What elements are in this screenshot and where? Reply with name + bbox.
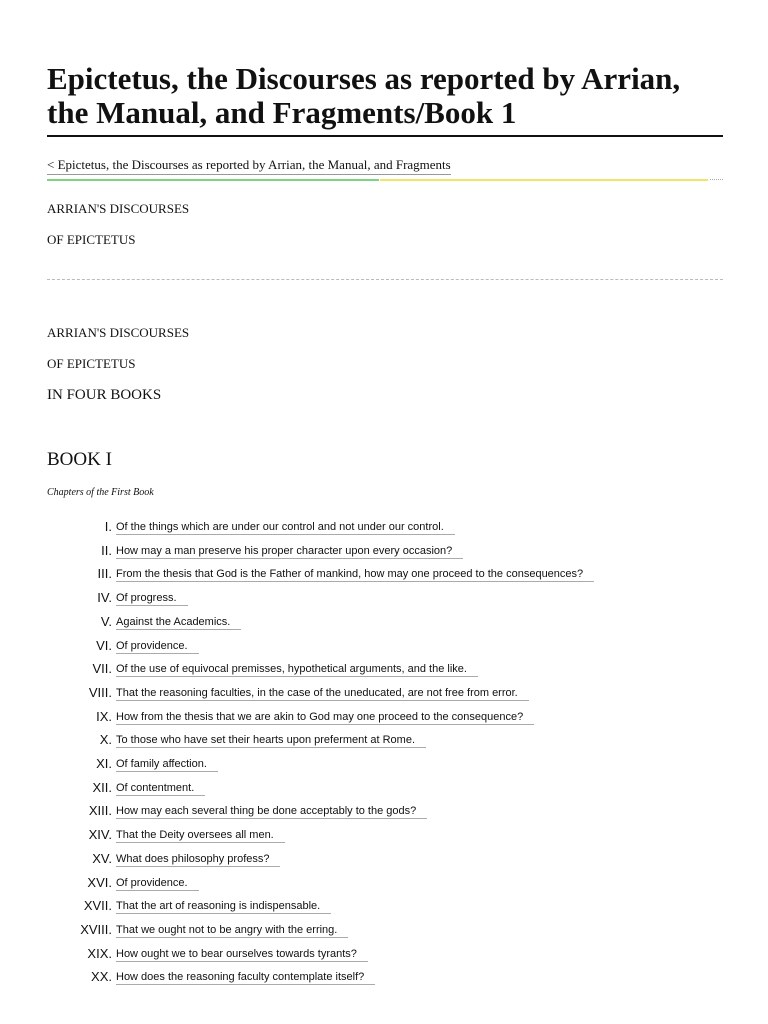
chapter-number: III.: [97, 566, 112, 581]
title-divider: [47, 135, 723, 137]
chapter-item: [0, 777, 768, 797]
chapter-number: V.: [100, 614, 112, 629]
intro-line-2: OF EPICTETUS: [47, 356, 136, 371]
chapter-link[interactable]: Of the use of equivocal premisses, hypothetical arguments, and the like.: [116, 663, 478, 677]
chapter-item: [0, 516, 768, 536]
page-title-line1: Epictetus, the Discourses as reported by Arrian,: [47, 61, 681, 96]
intro-line-3: IN FOUR BOOKS: [47, 387, 162, 403]
chapter-link[interactable]: Of providence.: [116, 640, 199, 654]
chapter-number: VIII.: [88, 685, 112, 700]
chapter-number: XIII.: [88, 803, 112, 818]
chapter-item: [0, 943, 768, 963]
chapter-link[interactable]: From the thesis that God is the Father of mankind, how may one proceed to the consequences?: [116, 568, 594, 582]
chapter-number: IX.: [96, 709, 112, 724]
chapter-link[interactable]: That the art of reasoning is indispensable.: [116, 900, 331, 914]
chapter-link[interactable]: That the reasoning faculties, in the case of the uneducated, are not free from error.: [116, 687, 529, 701]
quality-bar-yellow: [380, 179, 708, 181]
chapter-number: IV.: [97, 590, 112, 605]
chapter-item: [0, 706, 768, 726]
chapter-item: [0, 587, 768, 607]
chapter-link[interactable]: How may each several thing be done acceptably to the gods?: [116, 805, 427, 819]
chapter-link[interactable]: How from the thesis that we are akin to God may one proceed to the consequence?: [116, 711, 534, 725]
chapter-item: [0, 824, 768, 844]
chapter-number: XV.: [92, 851, 112, 866]
chapter-link[interactable]: Of progress.: [116, 592, 188, 606]
chapter-link[interactable]: That we ought not to be angry with the erring.: [116, 924, 348, 938]
chapter-link[interactable]: How ought we to bear ourselves towards tyrants?: [116, 948, 368, 962]
chapter-number: XX.: [91, 969, 112, 984]
chapter-link[interactable]: Of providence.: [116, 877, 199, 891]
chapter-item: [0, 635, 768, 655]
chapter-number: XVI.: [87, 875, 112, 890]
parent-page-link[interactable]: < Epictetus, the Discourses as reported by Arrian, the Manual, and Fragments: [47, 157, 451, 175]
chapter-link[interactable]: Against the Academics.: [116, 616, 241, 630]
chapter-item: [0, 682, 768, 702]
chapter-item: [0, 563, 768, 583]
chapter-item: [0, 848, 768, 868]
chapter-number: XVIII.: [80, 922, 112, 937]
chapter-item: [0, 658, 768, 678]
chapter-item: [0, 919, 768, 939]
chapter-number: VI.: [96, 638, 112, 653]
chapter-number: X.: [99, 732, 112, 747]
chapter-number: II.: [101, 543, 112, 558]
chapter-item: [0, 729, 768, 749]
chapter-number: XII.: [92, 780, 112, 795]
quality-bar-dotted: [710, 179, 723, 180]
chapter-item: [0, 800, 768, 820]
chapter-item: [0, 611, 768, 631]
header-line-2: OF EPICTETUS: [47, 232, 136, 247]
chapter-link[interactable]: What does philosophy profess?: [116, 853, 280, 867]
chapter-link[interactable]: To those who have set their hearts upon preferment at Rome.: [116, 734, 426, 748]
header-line-1: ARRIAN'S DISCOURSES: [47, 201, 190, 216]
quality-bar-green: [47, 179, 379, 181]
chapter-number: XVII.: [83, 898, 112, 913]
chapter-number: XI.: [96, 756, 112, 771]
intro-line-1: ARRIAN'S DISCOURSES: [47, 325, 190, 340]
chapter-number: XIX.: [87, 946, 112, 961]
page-title-line2: the Manual, and Fragments/Book 1: [47, 95, 517, 130]
chapters-caption: Chapters of the First Book: [47, 487, 154, 498]
chapter-link[interactable]: How does the reasoning faculty contemplate itself?: [116, 971, 375, 985]
chapter-link[interactable]: Of contentment.: [116, 782, 205, 796]
chapter-link[interactable]: How may a man preserve his proper character upon every occasion?: [116, 545, 463, 559]
page-title: [47, 62, 723, 130]
chapter-item: [0, 872, 768, 892]
chapter-item: [0, 966, 768, 986]
chapter-item: [0, 753, 768, 773]
chapter-item: [0, 540, 768, 560]
chapter-link[interactable]: Of family affection.: [116, 758, 218, 772]
chapter-number: XIV.: [88, 827, 112, 842]
chapter-link[interactable]: Of the things which are under our control and not under our control.: [116, 521, 455, 535]
chapter-link[interactable]: That the Deity oversees all men.: [116, 829, 285, 843]
chapter-number: I.: [104, 519, 112, 534]
chapter-item: [0, 895, 768, 915]
section-divider: [47, 279, 723, 280]
book-heading: BOOK I: [47, 449, 112, 470]
chapter-number: VII.: [92, 661, 112, 676]
